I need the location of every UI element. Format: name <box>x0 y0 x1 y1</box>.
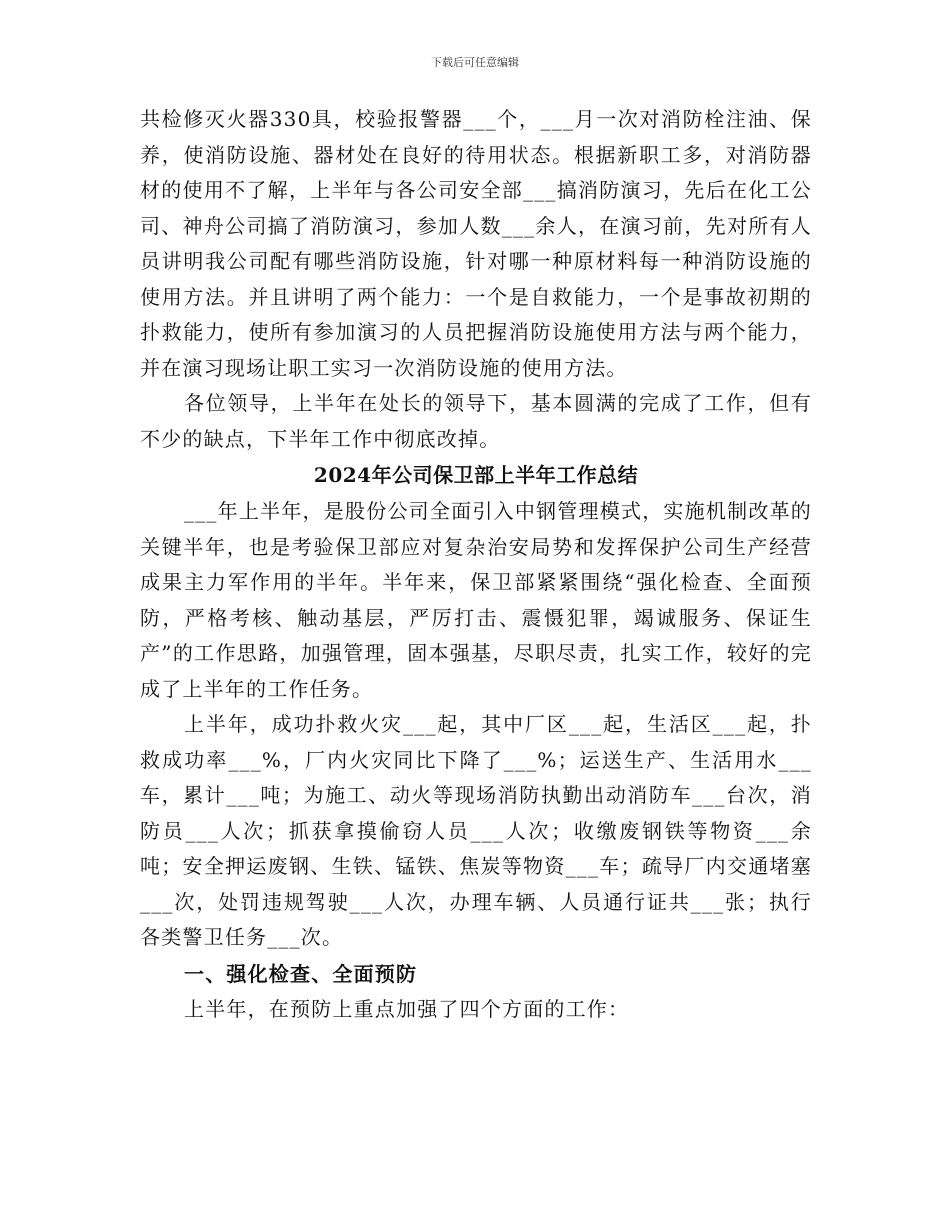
document-body <box>140 102 812 1027</box>
paragraph-intro: ___年上半年，是股份公司全面引入中钢管理模式，实施机制改革的关键半年，也是考验保卫部应对复杂治安局势和发挥保护公司生产经营成果主力军作用的半年。半年来，保卫部紧紧围绕“强化检查、全面预防，严格考核、触动基层，严厉打击、震慑犯罪，竭诚服务、保证生产”的工作思路，加强管理，固本强基，尽职尽责，扎实工作，较好的完成了上半年的工作任务。 <box>140 499 812 701</box>
section-heading: 一、强化检查、全面预防 <box>184 961 418 986</box>
paragraph-prevention: 上半年，在预防上重点加强了四个方面的工作： <box>184 996 630 1021</box>
paragraph-closing: 各位领导，上半年在处长的领导下，基本圆满的完成了工作，但有不少的缺点，下半年工作中彻底改掉。 <box>140 391 812 451</box>
paragraph-fire-equipment: 共检修灭火器330具，校验报警器___个，___月一次对消防栓注油、保养，使消防设施、器材处在良好的待用状态。根据新职工多，对消防器材的使用不了解，上半年与各公司安全部___搞消防演习，先后在化工公司、神舟公司搞了消防演习，参加人数___余人，在演习前，先对所有人员讲明我公司配有哪些消防设施，针对哪一种原材料每一种消防设施的使用方法。并且讲明了两个能力：一个是自救能力，一个是事故初期的扑救能力，使所有参加演习的人员把握消防设施使用方法与两个能力，并在演习现场让职工实习一次消防设施的使用方法。 <box>140 107 812 380</box>
document-title: 2024年公司保卫部上半年工作总结 <box>313 463 639 487</box>
paragraph-statistics: 上半年，成功扑救火灾___起，其中厂区___起，生活区___起，扑救成功率___%，厂内火灾同比下降了___%；运送生产、生活用水___车，累计___吨；为施工、动火等现场消防执勤出动消防车___台次，消防员___人次；抓获拿摸偷窃人员___人次；收缴废钢铁等物资___余吨；安全押运废钢、生铁、锰铁、焦炭等物资___车；疏导厂内交通堵塞___次，处罚违规驾驶___人次，办理车辆、人员通行证共___张；执行各类警卫任务___次。 <box>140 712 812 949</box>
page-header: 下载后可任意编辑 <box>431 56 519 69</box>
